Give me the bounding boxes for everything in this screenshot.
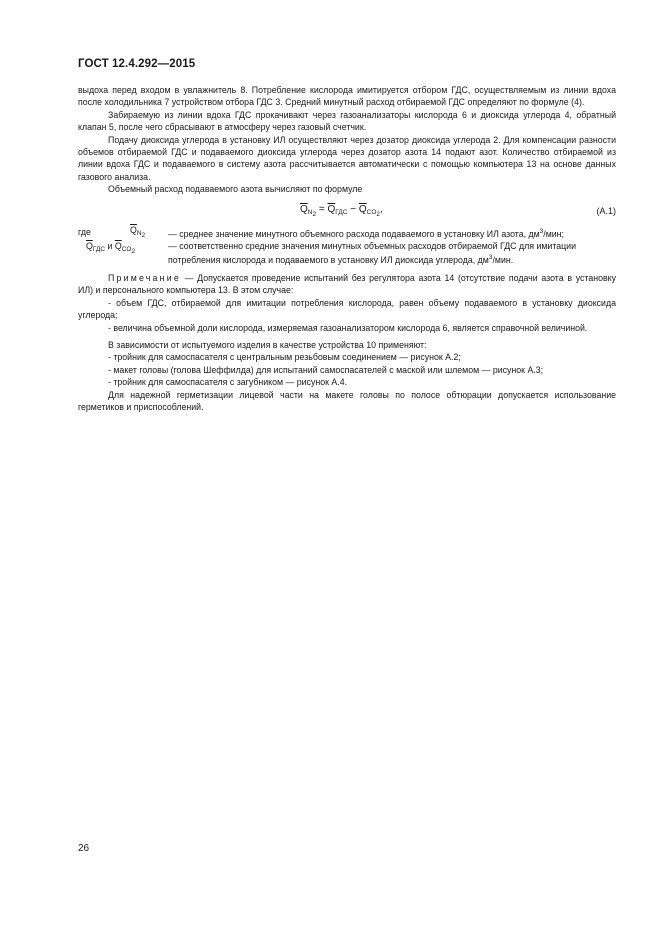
page-number: 26 <box>78 843 90 854</box>
definition-2 <box>78 240 616 267</box>
where-label: где <box>78 226 91 237</box>
symbol-q-n2: $\overline{Q}_{N2}$ <box>130 224 146 239</box>
note-label: Примечание <box>108 272 181 283</box>
definition-2-text: — соответственно средние значения минутных объемных расходов отбираемой ГДС для имитации потребления кислорода и подаваемого в установку ИЛ диоксида углерода, $дм^3$/мин. <box>168 241 577 266</box>
note-text: — Допускается проведение испытаний без регулятора азота 14 (отсутствие подачи азота в установку ИЛ) и персонального компьютера 13. В этом случае: <box>78 272 616 296</box>
formula-sub-n2: N2 <box>307 208 317 218</box>
definitions <box>78 226 616 267</box>
formula-minus: − <box>347 203 359 215</box>
symbol-q-gds-co2: $\overline{Q}_{ГДС}$ и $\overline{Q}_{CO2}$ <box>86 241 136 256</box>
devices-final: Для надежной герметизации лицевой части на макете головы по полосе обтюрации допускается использование герметиков и приспособлений. <box>78 389 616 412</box>
devices-item-3: - тройник для самоспасателя с загубником — рисунок А.4. <box>108 377 348 388</box>
formula-number: (А.1) <box>596 205 616 216</box>
note <box>78 272 616 297</box>
definition-1 <box>78 226 616 240</box>
paragraph-4: Объемный расход подаваемого азота вычисляют по формуле <box>108 184 363 195</box>
formula-block <box>78 198 616 226</box>
formula-sub-co2: CO2 <box>366 208 381 218</box>
devices-intro: В зависимости от испытуемого изделия в качестве устройства 10 применяют: <box>108 339 427 350</box>
formula-q-co2: $\overline{Q}$ <box>358 203 367 215</box>
devices-item-2: - макет головы (голова Шеффилда) для испытаний самоспасателей с маской или шлемом — рисунок А.3; <box>108 364 544 375</box>
paragraph-2: Забираемую из линии вдоха ГДС прокачивают через газоанализаторы кислорода 6 и диоксида углерода 4, обратный клапан 5, после чего сбрасывают в атмосферу через газовый счетчик. <box>78 109 616 133</box>
note-item-1: - объем ГДС, отбираемой для имитации потребления кислорода, равен объему подаваемого в установку диоксида углерода; <box>78 297 616 321</box>
formula-q-n2: $\overline{Q}$ <box>300 203 308 215</box>
formula <box>300 204 383 221</box>
definition-1-text: — среднее значение минутного объемного расхода подаваемого в установку ИЛ азота, $дм^3$/мин; <box>168 227 564 239</box>
paragraph-3: Подачу диоксида углерода в установку ИЛ осуществляют через дозатор диоксида углерода 2. Для компенсации разности объемов отбираемой ГДС и подаваемого диоксида углерода через дозатор азота 14 подают азот. Количество отбираемой из линии вдоха ГДС и подаваемого в систему азота рассчитывается автоматически с помощью компьютера 13 на основе данных газового анализа. <box>78 134 616 182</box>
paragraph-1: выдоха перед входом в увлажнитель 8. Потребление кислорода имитируется отбором ГДС, осуществляемым из линии вдоха после холодильника 7 устройством отбора ГДС 3. Средний минутный расход отбираемой ГДС определяют по формуле (4). <box>78 85 616 108</box>
note-item-2: - величина объемной доли кислорода, измеряемая газоанализатором кислорода 6, является справочной величиной. <box>108 322 588 333</box>
formula-end: , <box>380 203 383 215</box>
formula-sub-gds: ГДС <box>335 208 348 216</box>
devices-item-1: - тройник для самоспасателя с центральным резьбовым соединением — рисунок А.2; <box>108 352 461 363</box>
document-header: ГОСТ 12.4.292—2015 <box>78 58 196 70</box>
formula-eq: = <box>316 203 328 215</box>
document-body <box>78 84 616 413</box>
formula-q-gds: $\overline{Q}$ <box>327 203 336 215</box>
